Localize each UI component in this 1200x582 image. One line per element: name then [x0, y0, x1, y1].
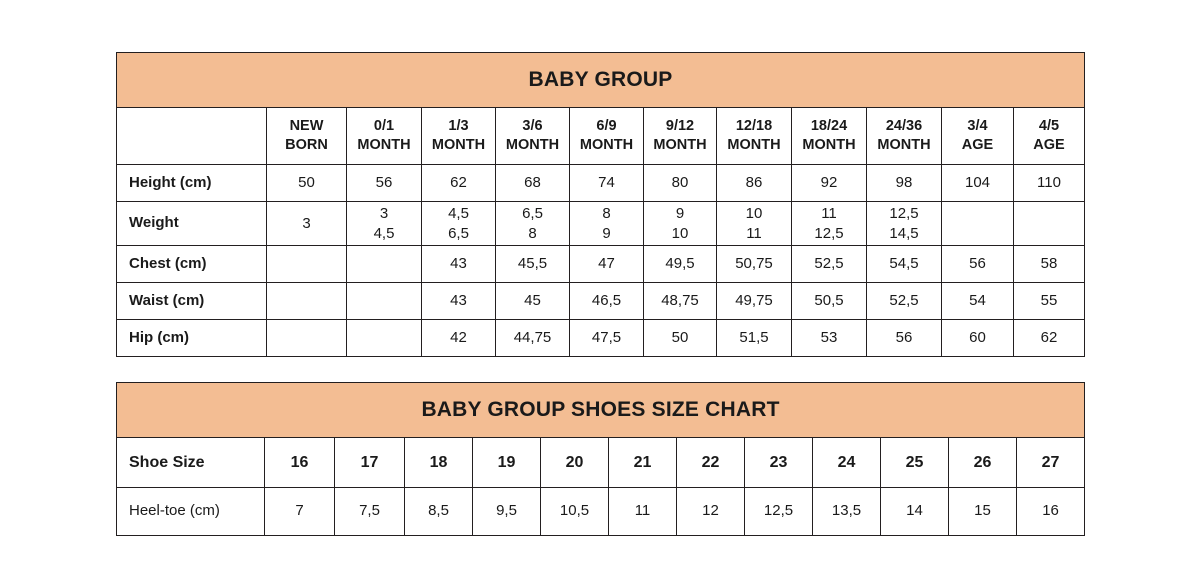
cell-height-new-born: 50: [267, 165, 347, 202]
cell-shoe-size-5: 20: [541, 438, 609, 488]
cell-heel-toe-10: 14: [881, 488, 949, 536]
column-header-24-36-month: 24/36 MONTH: [867, 108, 942, 165]
cell-heel-toe-9: 13,5: [813, 488, 881, 536]
cell-waist-1-3: 43: [422, 283, 496, 320]
cell-shoe-size-6: 21: [609, 438, 677, 488]
baby-group-title-row: [117, 53, 1085, 108]
cell-chest-18-24: 52,5: [792, 246, 867, 283]
cell-shoe-size-10: 25: [881, 438, 949, 488]
cell-weight-3-4: [942, 202, 1014, 246]
row-label-waist: Waist (cm): [117, 283, 267, 320]
table-row: [117, 488, 1085, 536]
cell-weight-0-1: 3 4,5: [347, 202, 422, 246]
cell-hip-new-born: [267, 320, 347, 357]
cell-chest-new-born: [267, 246, 347, 283]
cell-hip-4-5: 62: [1014, 320, 1085, 357]
column-header-new-born: NEW BORN: [267, 108, 347, 165]
cell-chest-9-12: 49,5: [644, 246, 717, 283]
cell-weight-12-18: 10 11: [717, 202, 792, 246]
cell-hip-1-3: 42: [422, 320, 496, 357]
cell-heel-toe-11: 15: [949, 488, 1017, 536]
baby-group-table: [116, 52, 1085, 357]
cell-chest-0-1: [347, 246, 422, 283]
cell-chest-1-3: 43: [422, 246, 496, 283]
cell-height-6-9: 74: [570, 165, 644, 202]
baby-group-title: BABY GROUP: [117, 53, 1085, 108]
cell-height-18-24: 92: [792, 165, 867, 202]
cell-waist-9-12: 48,75: [644, 283, 717, 320]
cell-waist-3-6: 45: [496, 283, 570, 320]
baby-group-header-row: [117, 108, 1085, 165]
cell-hip-12-18: 51,5: [717, 320, 792, 357]
cell-waist-6-9: 46,5: [570, 283, 644, 320]
cell-weight-9-12: 9 10: [644, 202, 717, 246]
cell-hip-18-24: 53: [792, 320, 867, 357]
column-header-4-5-age: 4/5 AGE: [1014, 108, 1085, 165]
column-header-3-4-age: 3/4 AGE: [942, 108, 1014, 165]
table-row: [117, 438, 1085, 488]
cell-height-1-3: 62: [422, 165, 496, 202]
table-row: [117, 320, 1085, 357]
cell-chest-3-6: 45,5: [496, 246, 570, 283]
cell-shoe-size-11: 26: [949, 438, 1017, 488]
row-label-chest: Chest (cm): [117, 246, 267, 283]
cell-shoe-size-4: 19: [473, 438, 541, 488]
cell-hip-3-6: 44,75: [496, 320, 570, 357]
cell-hip-9-12: 50: [644, 320, 717, 357]
cell-heel-toe-2: 7,5: [335, 488, 405, 536]
column-header-12-18-month: 12/18 MONTH: [717, 108, 792, 165]
cell-waist-24-36: 52,5: [867, 283, 942, 320]
column-header-18-24-month: 18/24 MONTH: [792, 108, 867, 165]
cell-weight-1-3: 4,5 6,5: [422, 202, 496, 246]
cell-waist-18-24: 50,5: [792, 283, 867, 320]
cell-waist-4-5: 55: [1014, 283, 1085, 320]
row-label-weight: Weight: [117, 202, 267, 246]
column-header-1-3-month: 1/3 MONTH: [422, 108, 496, 165]
table-row: [117, 283, 1085, 320]
header-corner-cell: [117, 108, 267, 165]
cell-height-24-36: 98: [867, 165, 942, 202]
cell-heel-toe-5: 10,5: [541, 488, 609, 536]
cell-waist-new-born: [267, 283, 347, 320]
cell-weight-new-born: 3: [267, 202, 347, 246]
row-label-shoe-size: Shoe Size: [117, 438, 265, 488]
cell-shoe-size-1: 16: [265, 438, 335, 488]
cell-shoe-size-7: 22: [677, 438, 745, 488]
cell-shoe-size-3: 18: [405, 438, 473, 488]
cell-waist-3-4: 54: [942, 283, 1014, 320]
cell-shoe-size-2: 17: [335, 438, 405, 488]
cell-height-3-6: 68: [496, 165, 570, 202]
table-row: [117, 202, 1085, 246]
table-gap: [116, 357, 1084, 382]
cell-weight-24-36: 12,5 14,5: [867, 202, 942, 246]
size-chart-page: [116, 52, 1084, 536]
cell-chest-4-5: 58: [1014, 246, 1085, 283]
cell-waist-0-1: [347, 283, 422, 320]
cell-shoe-size-8: 23: [745, 438, 813, 488]
cell-heel-toe-1: 7: [265, 488, 335, 536]
cell-heel-toe-12: 16: [1017, 488, 1085, 536]
cell-height-12-18: 86: [717, 165, 792, 202]
table-row: [117, 246, 1085, 283]
cell-weight-18-24: 11 12,5: [792, 202, 867, 246]
cell-height-4-5: 110: [1014, 165, 1085, 202]
cell-heel-toe-4: 9,5: [473, 488, 541, 536]
cell-weight-6-9: 8 9: [570, 202, 644, 246]
row-label-hip: Hip (cm): [117, 320, 267, 357]
cell-shoe-size-9: 24: [813, 438, 881, 488]
shoes-title: BABY GROUP SHOES SIZE CHART: [117, 383, 1085, 438]
row-label-heel-toe: Heel-toe (cm): [117, 488, 265, 536]
cell-heel-toe-8: 12,5: [745, 488, 813, 536]
cell-height-3-4: 104: [942, 165, 1014, 202]
cell-chest-6-9: 47: [570, 246, 644, 283]
cell-hip-3-4: 60: [942, 320, 1014, 357]
cell-chest-3-4: 56: [942, 246, 1014, 283]
cell-hip-24-36: 56: [867, 320, 942, 357]
cell-hip-0-1: [347, 320, 422, 357]
cell-chest-24-36: 54,5: [867, 246, 942, 283]
cell-chest-12-18: 50,75: [717, 246, 792, 283]
column-header-0-1-month: 0/1 MONTH: [347, 108, 422, 165]
cell-hip-6-9: 47,5: [570, 320, 644, 357]
cell-heel-toe-6: 11: [609, 488, 677, 536]
cell-shoe-size-12: 27: [1017, 438, 1085, 488]
cell-height-0-1: 56: [347, 165, 422, 202]
column-header-9-12-month: 9/12 MONTH: [644, 108, 717, 165]
cell-heel-toe-7: 12: [677, 488, 745, 536]
cell-height-9-12: 80: [644, 165, 717, 202]
cell-weight-3-6: 6,5 8: [496, 202, 570, 246]
cell-heel-toe-3: 8,5: [405, 488, 473, 536]
shoes-size-table: [116, 382, 1085, 536]
cell-weight-4-5: [1014, 202, 1085, 246]
column-header-6-9-month: 6/9 MONTH: [570, 108, 644, 165]
row-label-height: Height (cm): [117, 165, 267, 202]
column-header-3-6-month: 3/6 MONTH: [496, 108, 570, 165]
table-row: [117, 165, 1085, 202]
shoes-title-row: [117, 383, 1085, 438]
cell-waist-12-18: 49,75: [717, 283, 792, 320]
